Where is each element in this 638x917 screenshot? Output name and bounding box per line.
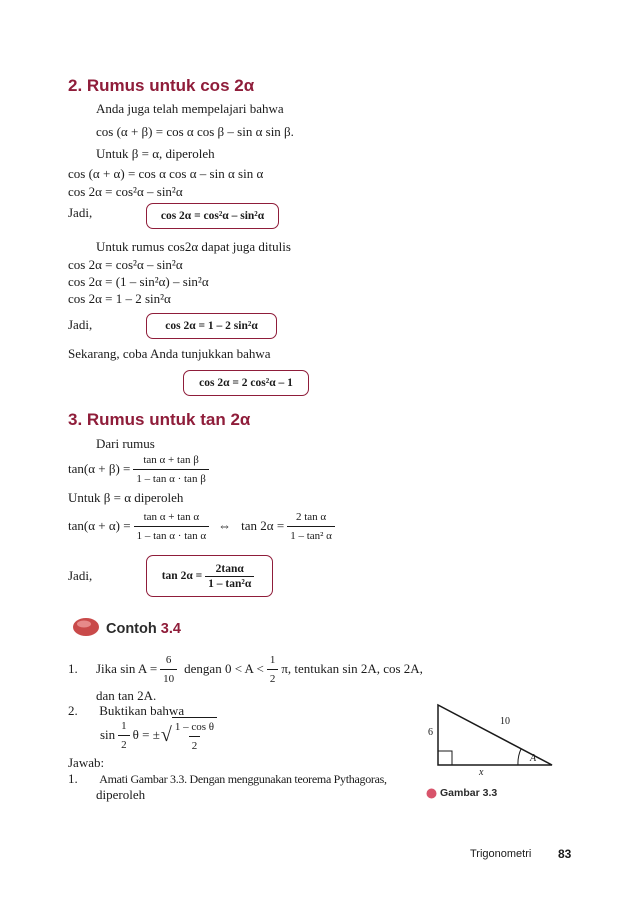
numerator: 2tanα — [215, 562, 244, 575]
text-line: Anda juga telah mempelajari bahwa — [96, 101, 284, 116]
formula-lhs: tan 2α = — [161, 570, 203, 582]
numerator: tan α + tan β — [143, 453, 199, 466]
footer-chapter: Trigonometri — [470, 848, 532, 860]
formula-box-cos2a-1: cos 2α = cos²α – sin²α — [146, 203, 279, 229]
answer-1 — [68, 771, 387, 787]
formula-lhs: tan(α + β) = — [68, 461, 131, 476]
side-label-bottom: x — [479, 767, 484, 778]
text-line: Untuk rumus cos2α dapat juga ditulis — [96, 239, 291, 254]
formula-sin: sin — [100, 727, 116, 742]
angle-label: A — [530, 753, 537, 764]
formula-line: cos 2α = cos²α – sin²α — [68, 184, 183, 199]
formula-rhs: tan 2α = — [241, 518, 285, 533]
sqrt-icon: √ — [160, 724, 172, 746]
formula-box-cos2a-2: cos 2α = 1 – 2 sin²α — [146, 313, 277, 339]
hypotenuse-label: 10 — [500, 716, 510, 727]
formula-box-cos2a-3: cos 2α = 2 cos²α – 1 — [183, 370, 309, 396]
question-1 — [68, 652, 423, 686]
caption-bullet-icon — [426, 788, 437, 799]
denominator: 1 – tan²α — [205, 576, 254, 590]
denominator: 2 — [267, 669, 279, 687]
fraction — [133, 452, 208, 487]
jadi-label: Jadi, — [68, 205, 93, 220]
side-label-left: 6 — [428, 727, 433, 738]
formula-lhs: tan(α + α) = — [68, 518, 131, 533]
answer-number: 1. — [68, 771, 78, 786]
text-line: Sekarang, coba Anda tunjukkan bahwa — [68, 346, 271, 361]
formula-line: cos 2α = cos²α – sin²α — [68, 257, 183, 272]
question-number: 2. — [68, 703, 78, 718]
denominator: 10 — [160, 669, 177, 687]
fraction — [118, 718, 130, 753]
section-3-title: 3. Rumus untuk tan 2α — [68, 410, 251, 429]
example-badge-icon — [72, 617, 100, 637]
right-triangle-figure — [420, 690, 560, 780]
fraction — [172, 717, 217, 754]
example-title — [106, 621, 181, 637]
text-line: Untuk β = α, diperoleh — [96, 146, 215, 161]
formula-box-tan2a — [146, 555, 273, 597]
numerator: tan α + tan α — [143, 510, 200, 523]
question-text: dengan 0 < A < — [184, 661, 264, 676]
formula-tan-double — [68, 508, 338, 544]
fraction — [267, 652, 279, 687]
jadi-label: Jadi, — [68, 317, 93, 332]
formula-line: cos 2α = 1 – 2 sin²α — [68, 291, 171, 306]
formula-line: cos 2α = (1 – sin²α) – sin²α — [68, 274, 209, 289]
formula-mid: θ = ± — [132, 727, 160, 742]
example-label: Contoh — [106, 621, 157, 637]
text-line: Dari rumus — [96, 436, 155, 451]
formula-tan-sum — [68, 452, 212, 486]
denominator: 2 — [189, 736, 201, 754]
fraction — [134, 509, 210, 544]
fraction — [205, 563, 254, 590]
page-number: 83 — [558, 847, 572, 861]
denominator: 1 – tan α · tan β — [133, 469, 208, 487]
question-number: 1. — [68, 661, 78, 676]
text-line: Untuk β = α diperoleh — [68, 490, 184, 505]
answer-text: diperoleh — [96, 787, 146, 802]
question-text: Jika sin A = — [96, 661, 158, 676]
formula-line: cos (α + α) = cos α cos α – sin α sin α — [68, 166, 264, 181]
formula-line: cos (α + β) = cos α cos β – sin α sin β. — [96, 124, 294, 139]
section-2-title: 2. Rumus untuk cos 2α — [68, 76, 255, 95]
figure-caption: Gambar 3.3 — [440, 787, 498, 799]
numerator: 1 — [121, 719, 127, 732]
numerator: 1 – cos θ — [174, 720, 215, 733]
fraction — [287, 509, 335, 544]
numerator: 1 — [269, 653, 276, 666]
numerator: 2 tan α — [295, 510, 327, 523]
jadi-label: Jadi, — [68, 568, 93, 583]
question-text: π, tentukan sin 2A, cos 2A, — [281, 661, 423, 676]
answer-label: Jawab: — [68, 755, 105, 770]
denominator: 2 — [118, 735, 130, 753]
answer-text: Amati Gambar 3.3. Dengan menggunakan teorema Pythagoras, — [99, 772, 387, 786]
denominator: 1 – tan α · tan α — [134, 526, 210, 544]
question-text: Buktikan bahwa — [99, 703, 185, 718]
formula-half-angle — [100, 718, 220, 752]
fraction — [160, 652, 177, 687]
denominator: 1 – tan² α — [287, 526, 335, 544]
iff-symbol: ⇔ — [218, 518, 232, 533]
question-text: dan tan 2A. — [96, 688, 157, 703]
numerator: 6 — [165, 653, 172, 666]
example-number: 3.4 — [160, 621, 181, 637]
